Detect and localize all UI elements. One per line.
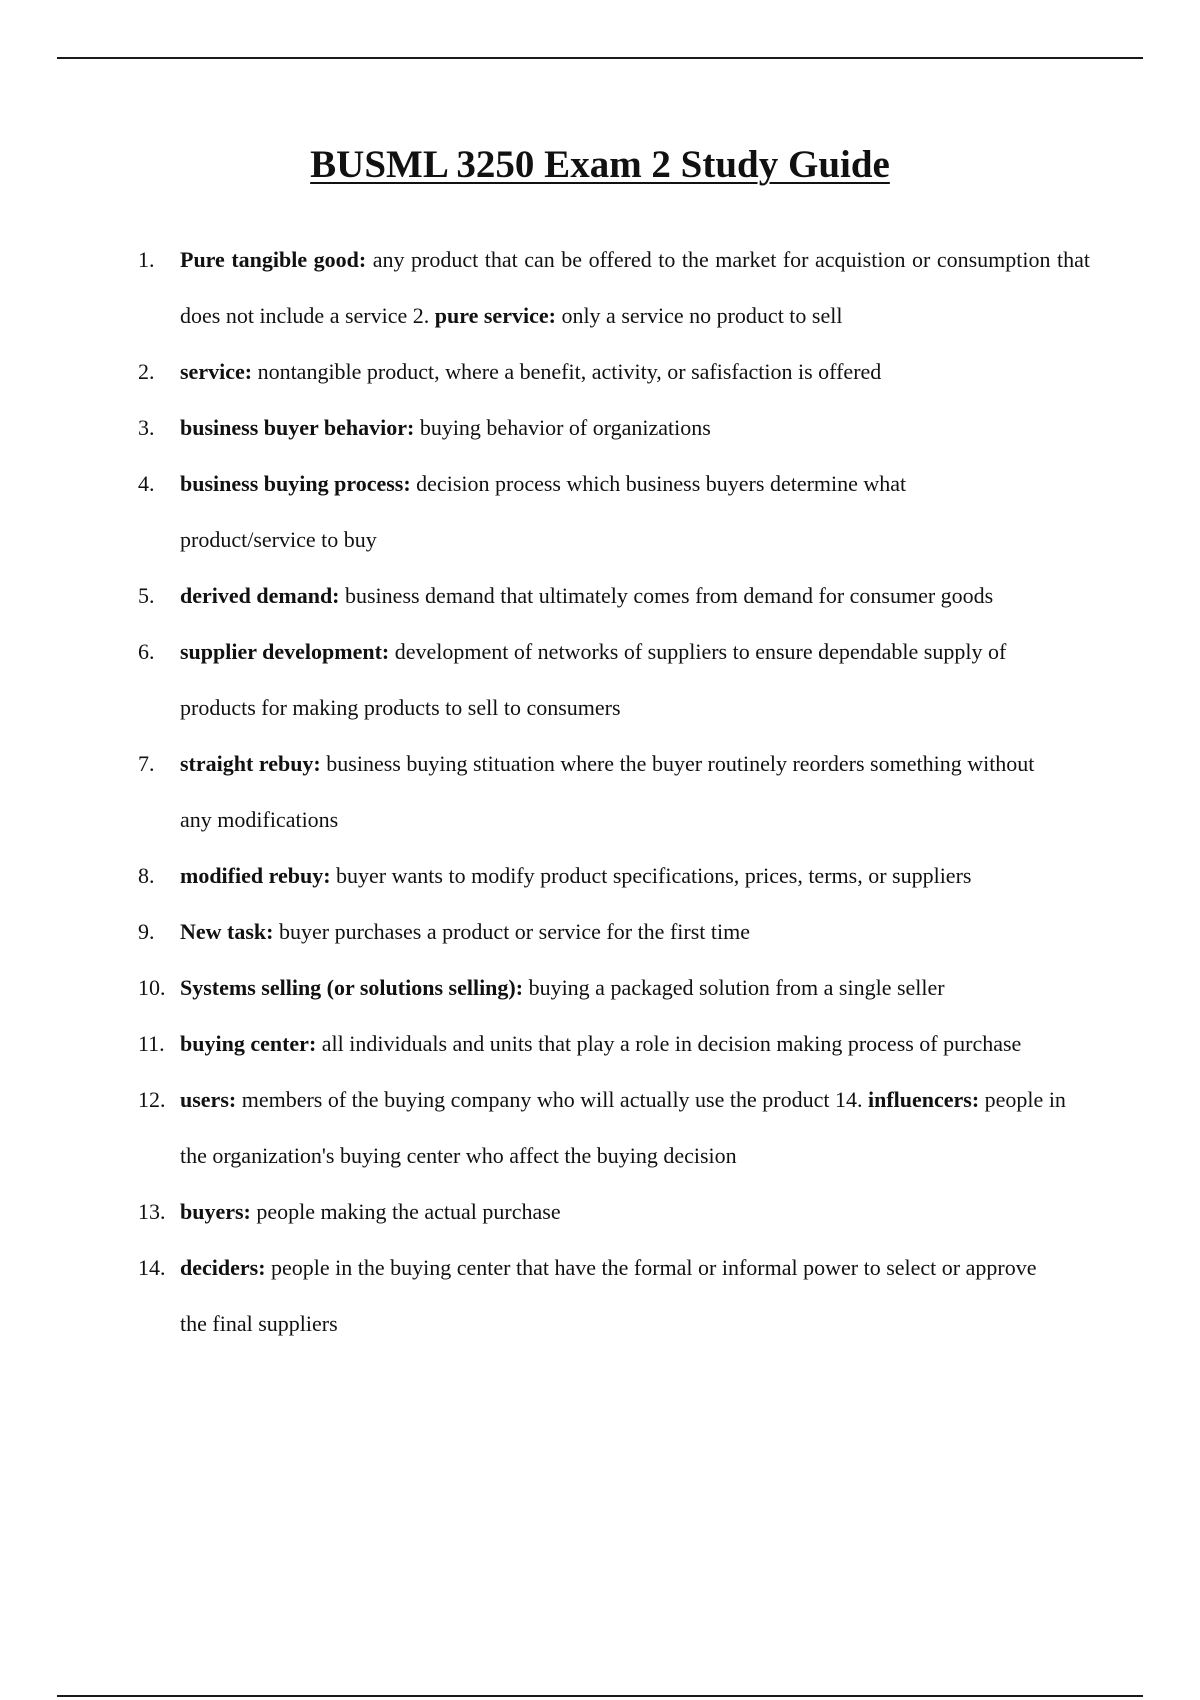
top-rule bbox=[57, 57, 1143, 59]
term-number: 13. bbox=[138, 1199, 166, 1224]
term-label: modified rebuy: bbox=[180, 863, 331, 888]
term-label: New task: bbox=[180, 919, 274, 944]
term-item-11 bbox=[0, 1016, 1200, 1072]
term-definition: members of the buying company who will actually use the product 14. bbox=[236, 1087, 868, 1112]
term-definition: business buying stituation where the buyer routinely reorders something without any modifications bbox=[180, 751, 1035, 832]
term-definition: nontangible product, where a benefit, activity, or safisfaction is offered bbox=[252, 359, 882, 384]
term-item-8 bbox=[0, 848, 1200, 904]
term-number: 2. bbox=[138, 359, 155, 384]
term-number: 14. bbox=[138, 1255, 166, 1280]
term-number: 6. bbox=[138, 639, 155, 664]
term-item-7 bbox=[0, 736, 1200, 848]
term-item-5 bbox=[0, 568, 1200, 624]
term-label: business buying process: bbox=[180, 471, 411, 496]
term-definition: people making the actual purchase bbox=[250, 1199, 561, 1224]
term-definition: development of networks of suppliers to ensure dependable supply of products for making products to sell to consumers bbox=[180, 639, 1007, 720]
term-definition-secondary: only a service no product to sell bbox=[555, 303, 843, 328]
term-number: 7. bbox=[138, 751, 155, 776]
term-item-10 bbox=[0, 960, 1200, 1016]
term-label: users: bbox=[180, 1087, 237, 1112]
term-label: straight rebuy: bbox=[180, 751, 321, 776]
term-item-3 bbox=[0, 400, 1200, 456]
term-label: service: bbox=[180, 359, 253, 384]
term-label: business buyer behavior: bbox=[180, 415, 415, 440]
page-title-text: BUSML 3250 Exam 2 Study Guide bbox=[310, 143, 890, 186]
term-label-secondary: pure service: bbox=[434, 303, 556, 328]
term-label: Pure tangible good: bbox=[180, 247, 367, 272]
term-label-secondary: influencers: bbox=[867, 1087, 980, 1112]
term-number: 11. bbox=[138, 1031, 165, 1056]
term-item-2 bbox=[0, 344, 1200, 400]
term-number: 1. bbox=[138, 247, 155, 272]
term-number: 3. bbox=[138, 415, 155, 440]
term-definition: buying behavior of organizations bbox=[414, 415, 711, 440]
term-list bbox=[0, 232, 1200, 1352]
term-label: derived demand: bbox=[180, 583, 340, 608]
term-item-1 bbox=[0, 232, 1200, 344]
term-label: Systems selling (or solutions selling): bbox=[180, 975, 524, 1000]
term-item-14 bbox=[0, 1240, 1200, 1352]
term-item-13 bbox=[0, 1184, 1200, 1240]
term-item-6 bbox=[0, 624, 1200, 736]
term-item-9 bbox=[0, 904, 1200, 960]
term-item-12 bbox=[0, 1072, 1200, 1184]
term-number: 12. bbox=[138, 1087, 166, 1112]
term-definition: buyer purchases a product or service for the first time bbox=[273, 919, 750, 944]
bottom-rule bbox=[57, 1695, 1143, 1697]
term-item-4 bbox=[0, 456, 1200, 568]
term-definition-secondary: people in the organization's buying center who affect the buying decision bbox=[180, 1087, 1066, 1168]
term-label: buyers: bbox=[180, 1199, 251, 1224]
term-label: supplier development: bbox=[180, 639, 390, 664]
term-number: 9. bbox=[138, 919, 155, 944]
term-number: 8. bbox=[138, 863, 155, 888]
term-label: deciders: bbox=[180, 1255, 266, 1280]
term-definition: buying a packaged solution from a single seller bbox=[523, 975, 945, 1000]
term-definition: people in the buying center that have the formal or informal power to select or approve the final suppliers bbox=[180, 1255, 1037, 1336]
term-definition: business demand that ultimately comes from demand for consumer goods bbox=[339, 583, 994, 608]
term-definition: buyer wants to modify product specifications, prices, terms, or suppliers bbox=[330, 863, 972, 888]
term-number: 5. bbox=[138, 583, 155, 608]
term-definition: any product that can be offered to the market for acquistion or consumption that does not include a service 2. bbox=[180, 247, 1090, 328]
term-definition: decision process which business buyers determine what product/service to buy bbox=[180, 471, 907, 552]
term-definition: all individuals and units that play a role in decision making process of purchase bbox=[316, 1031, 1022, 1056]
term-number: 10. bbox=[138, 975, 166, 1000]
term-label: buying center: bbox=[180, 1031, 317, 1056]
page-title bbox=[0, 142, 1200, 189]
term-number: 4. bbox=[138, 471, 155, 496]
